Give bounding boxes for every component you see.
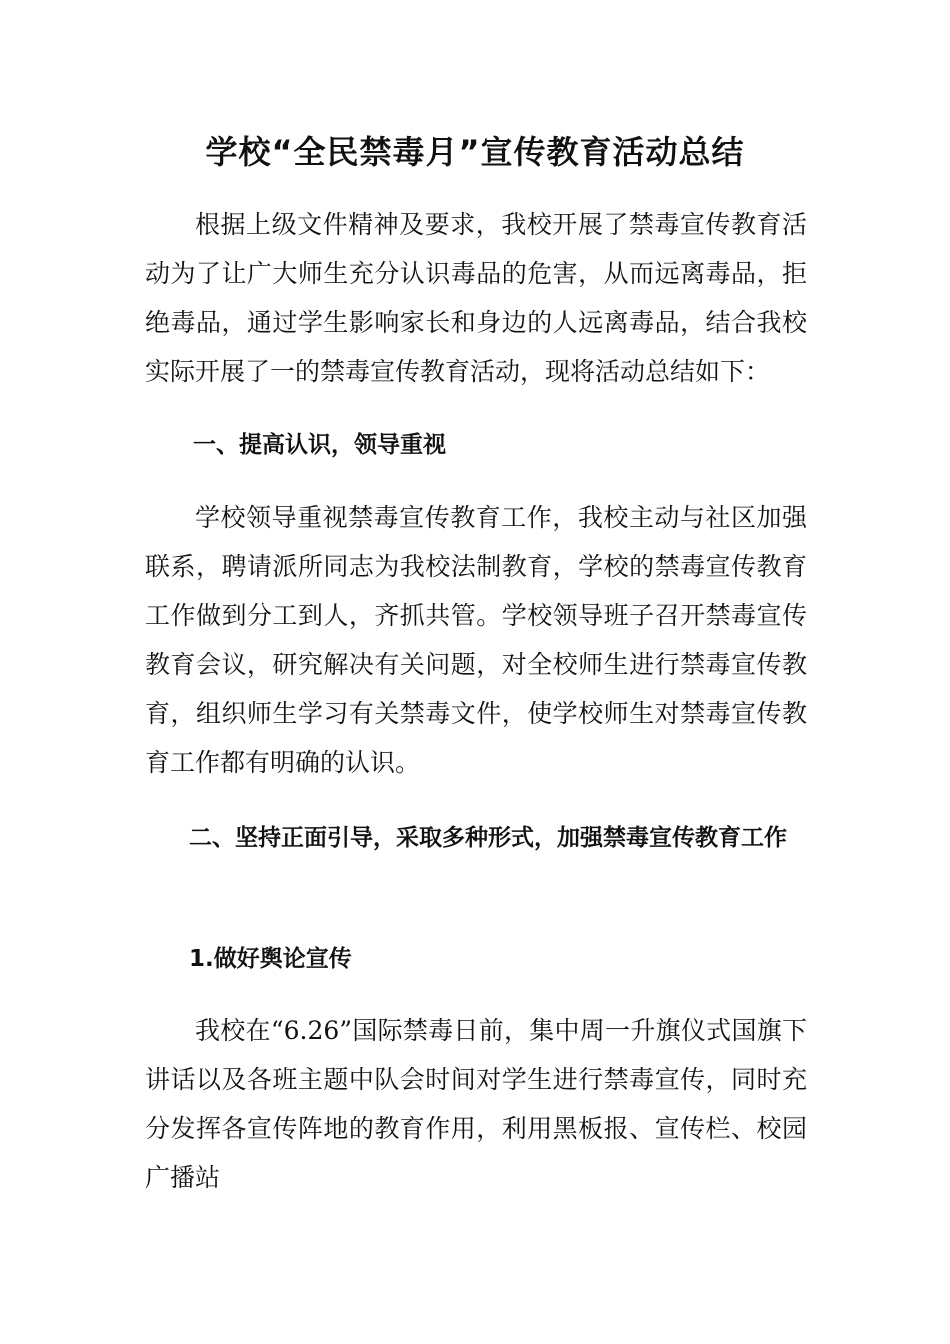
intro-paragraph: 根据上级文件精神及要求，我校开展了禁毒宣传教育活动为了让广大师生充分认识毒品的危害，从而远离毒品，拒绝毒品，通过学生影响家长和身边的人远离毒品，结合我校实际开展了一的禁毒宣传教育活动，现将活动总结如下： xyxy=(145,210,807,386)
subsection-1-heading: 1.做好舆论宣传 xyxy=(189,946,352,972)
section-1-paragraph: 学校领导重视禁毒宣传教育工作，我校主动与社区加强联系，聘请派所同志为我校法制教育，学校的禁毒宣传教育工作做到分工到人，齐抓共管。学校领导班子召开禁毒宣传教育会议，研究解决有关问题，对全校师生进行禁毒宣传教育，组织师生学习有关禁毒文件，使学校师生对禁毒宣传教育工作都有明确的认识。 xyxy=(145,503,807,777)
subsection-1-paragraph: 我校在“6.26”国际禁毒日前，集中周一升旗仪式国旗下讲话以及各班主题中队会时间对学生进行禁毒宣传，同时充分发挥各宣传阵地的教育作用，利用黑板报、宣传栏、校园广播站 xyxy=(145,1016,807,1192)
section-1-heading: 一、提高认识，领导重视 xyxy=(193,432,446,458)
section-2-heading: 二、坚持正面引导，采取多种形式，加强禁毒宣传教育工作 xyxy=(189,825,787,851)
document-title: 学校“全民禁毒月”宣传教育活动总结 xyxy=(205,133,745,171)
